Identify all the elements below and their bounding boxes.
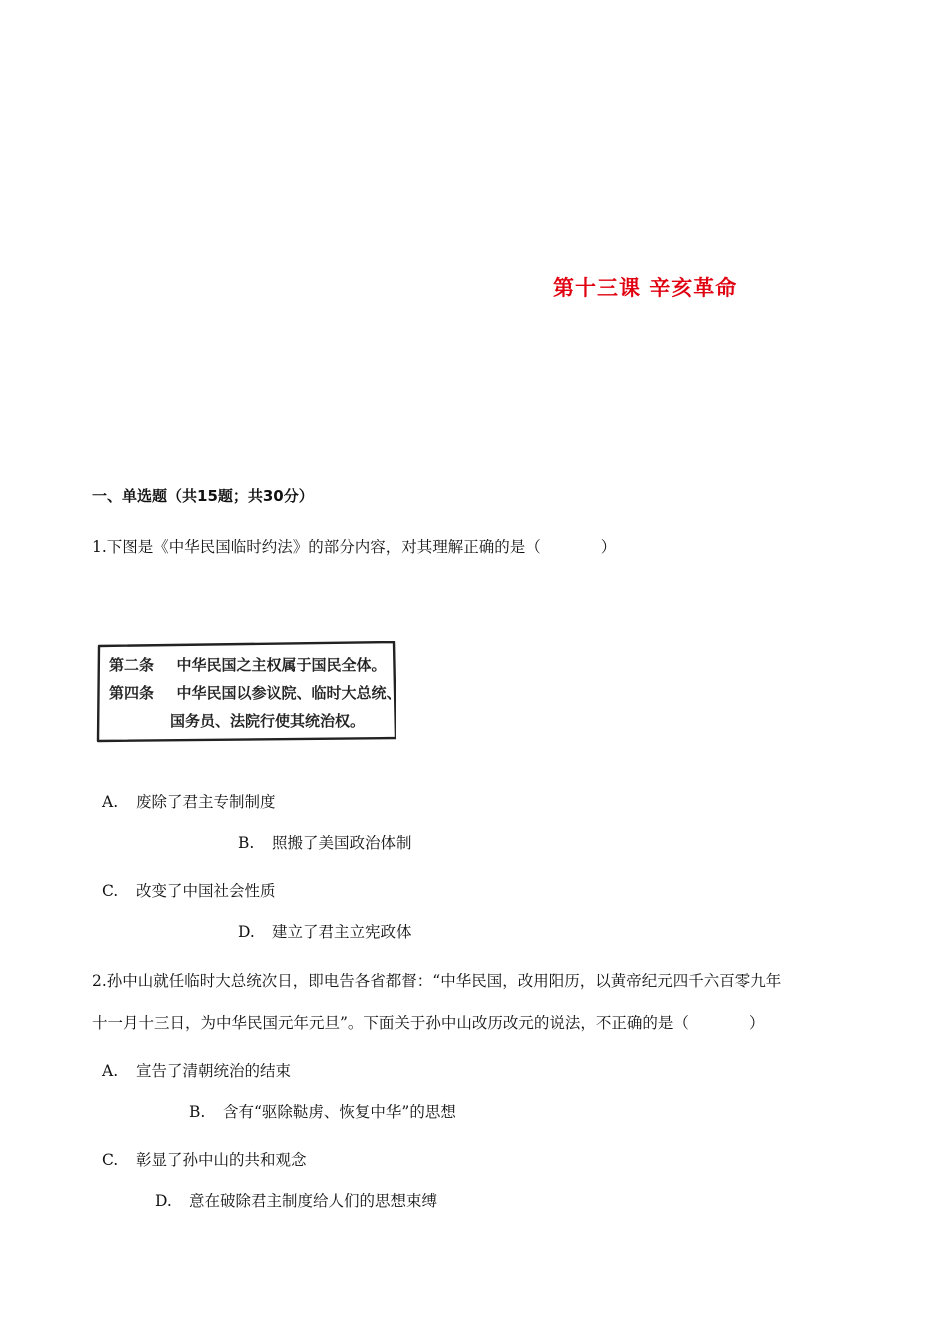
option-text: 意在破除君主制度给人们的思想束缚	[189, 1192, 438, 1210]
q2-option-a[interactable]	[102, 1059, 291, 1081]
lesson-title: 第十三课 辛亥革命	[553, 276, 738, 300]
option-letter: A.	[102, 793, 119, 811]
q2-option-c[interactable]	[102, 1148, 307, 1170]
option-letter: B.	[189, 1103, 206, 1121]
article-4-text: 中华民国以参议院、临时大总统、	[176, 684, 402, 702]
option-text: 含有“驱除鞑虏、恢复中华”的思想	[223, 1103, 456, 1121]
question-2-stem-line-2	[92, 1011, 764, 1033]
q1-option-c[interactable]	[102, 879, 276, 901]
excerpt-line-3	[170, 710, 365, 731]
option-letter: B.	[238, 834, 255, 852]
option-letter: D.	[155, 1192, 172, 1210]
constitution-excerpt-image	[96, 641, 402, 741]
q1-option-b[interactable]	[238, 831, 412, 853]
option-text: 彰显了孙中山的共和观念	[136, 1151, 307, 1169]
q1-option-d[interactable]	[238, 920, 412, 942]
option-text: 建立了君主立宪政体	[272, 923, 412, 941]
q2-option-d[interactable]	[155, 1189, 437, 1211]
option-text: 宣告了清朝统治的结束	[136, 1062, 292, 1080]
article-4-label: 第四条	[109, 684, 155, 702]
option-text: 废除了君主专制制度	[136, 793, 276, 811]
article-2-text: 中华民国之主权属于国民全体。	[176, 656, 387, 674]
question-1-stem	[92, 535, 616, 557]
section-heading: 一、单选题（共15题；共30分）	[92, 487, 314, 505]
option-letter: D.	[238, 923, 255, 941]
question-1-close-paren: ）	[600, 538, 617, 556]
q2-option-b[interactable]	[189, 1100, 456, 1122]
excerpt-line-1	[109, 654, 387, 675]
question-2-text: 十一月十三日，为中华民国元年元旦”。下面关于孙中山改历改元的说法，不正确的是（	[92, 1014, 689, 1032]
question-1-text: 1.下图是《中华民国临时约法》的部分内容，对其理解正确的是（	[92, 538, 541, 556]
article-2-label: 第二条	[109, 656, 155, 674]
option-letter: A.	[102, 1062, 119, 1080]
q1-option-a[interactable]	[102, 790, 276, 812]
excerpt-line-2	[109, 682, 402, 703]
question-2-stem-line-1: 2.孙中山就任临时大总统次日，即电告各省都督：“中华民国，改用阳历，以黄帝纪元四千六百零九年	[92, 972, 782, 990]
option-text: 改变了中国社会性质	[136, 882, 276, 900]
option-text: 照搬了美国政治体制	[272, 834, 412, 852]
article-4-text-cont: 国务员、法院行使其统治权。	[170, 712, 366, 730]
question-2-close-paren: ）	[748, 1014, 765, 1032]
option-letter: C.	[102, 882, 119, 900]
option-letter: C.	[102, 1151, 119, 1169]
